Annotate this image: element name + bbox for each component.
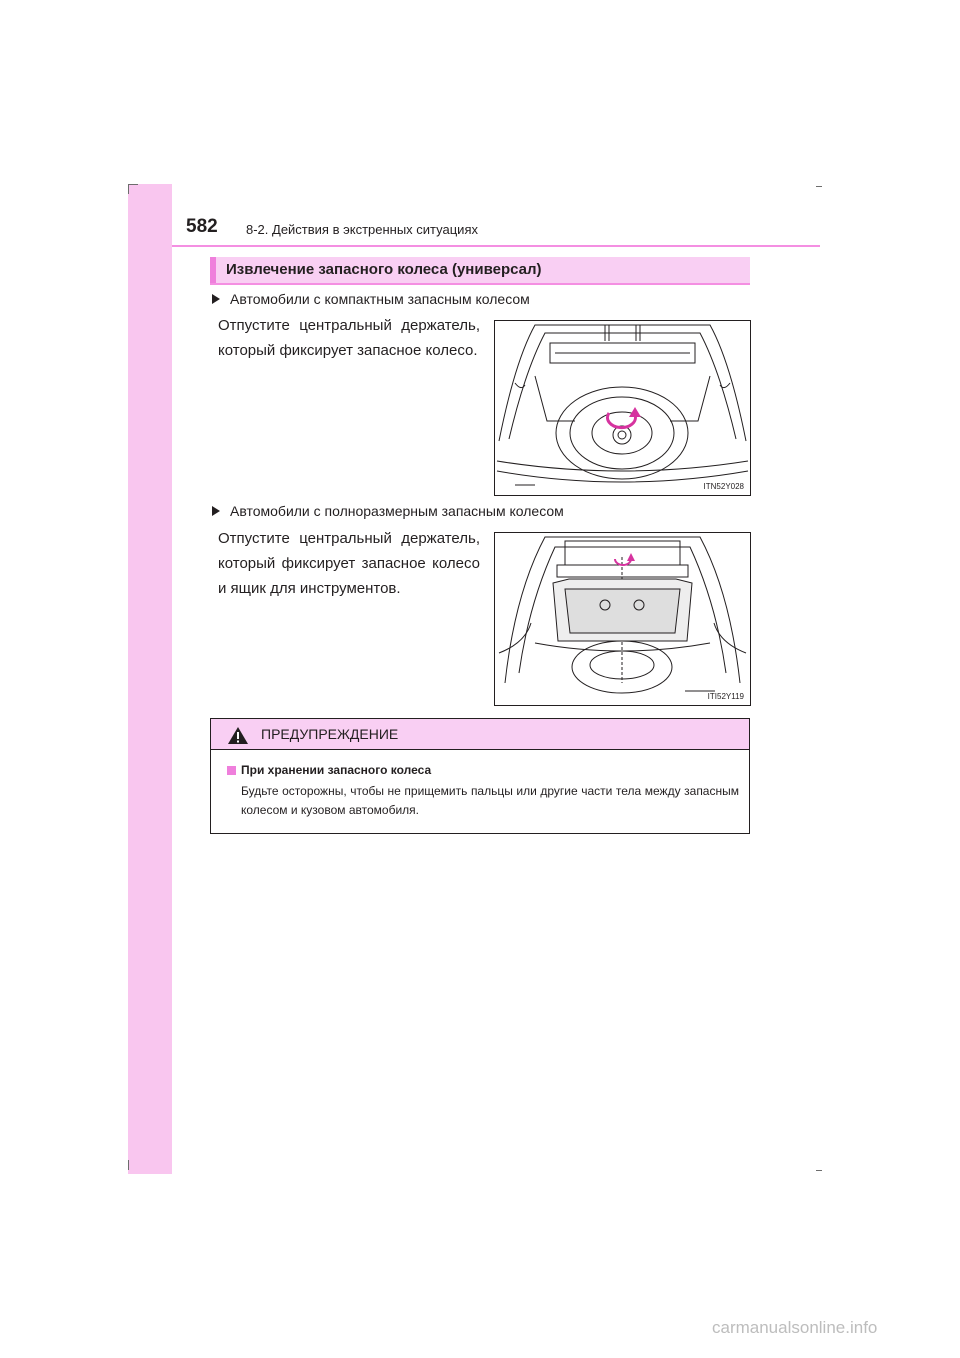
crop-mark [128, 184, 129, 194]
section-accent [210, 257, 216, 283]
figure-label: ITN52Y028 [703, 482, 744, 491]
warning-header [211, 719, 749, 750]
page-number: 582 [186, 216, 218, 237]
warning-subheading: При хранении запасного колеса [241, 763, 432, 777]
warning-text: Будьте осторожны, чтобы не прищемить пальцы или другие части тела между запасным колесом и кузовом автомобиля. [241, 784, 739, 817]
compact-subheading [212, 291, 530, 307]
crop-mark [816, 1170, 822, 1171]
section-heading-bar [210, 257, 750, 285]
warning-box [210, 718, 750, 834]
square-bullet-icon [227, 766, 236, 775]
header-rule [172, 245, 820, 247]
fullsize-subheading-text: Автомобили с полноразмерным запасным колесом [230, 503, 564, 519]
compact-subheading-text: Автомобили с компактным запасным колесом [230, 291, 530, 307]
section-title: Извлечение запасного колеса (универсал) [226, 261, 542, 278]
watermark-text: carmanualsonline.info [712, 1318, 878, 1337]
warning-title: ПРЕДУПРЕЖДЕНИЕ [261, 726, 399, 742]
triangle-bullet-icon [212, 506, 220, 516]
trunk-fullsize-illustration [495, 533, 750, 705]
watermark-logo [712, 1318, 877, 1338]
fullsize-spare-figure [494, 532, 751, 706]
side-tab [128, 184, 172, 1174]
trunk-compact-illustration [495, 321, 750, 495]
fullsize-instruction: Отпустите центральный держатель, который фиксирует запасное колесо и ящик для инструментов. [218, 530, 480, 597]
triangle-bullet-icon [212, 294, 220, 304]
chapter-title: 8-2. Действия в экстренных ситуациях [246, 222, 478, 237]
fullsize-subheading [212, 503, 564, 519]
crop-mark [128, 184, 138, 185]
compact-spare-figure [494, 320, 751, 496]
figure-label: ITI52Y119 [707, 692, 744, 701]
crop-mark [128, 1160, 129, 1170]
crop-mark [816, 186, 822, 187]
warning-triangle-icon [227, 726, 249, 745]
compact-instruction: Отпустите центральный держатель, который фиксирует запасное колесо. [218, 317, 480, 359]
